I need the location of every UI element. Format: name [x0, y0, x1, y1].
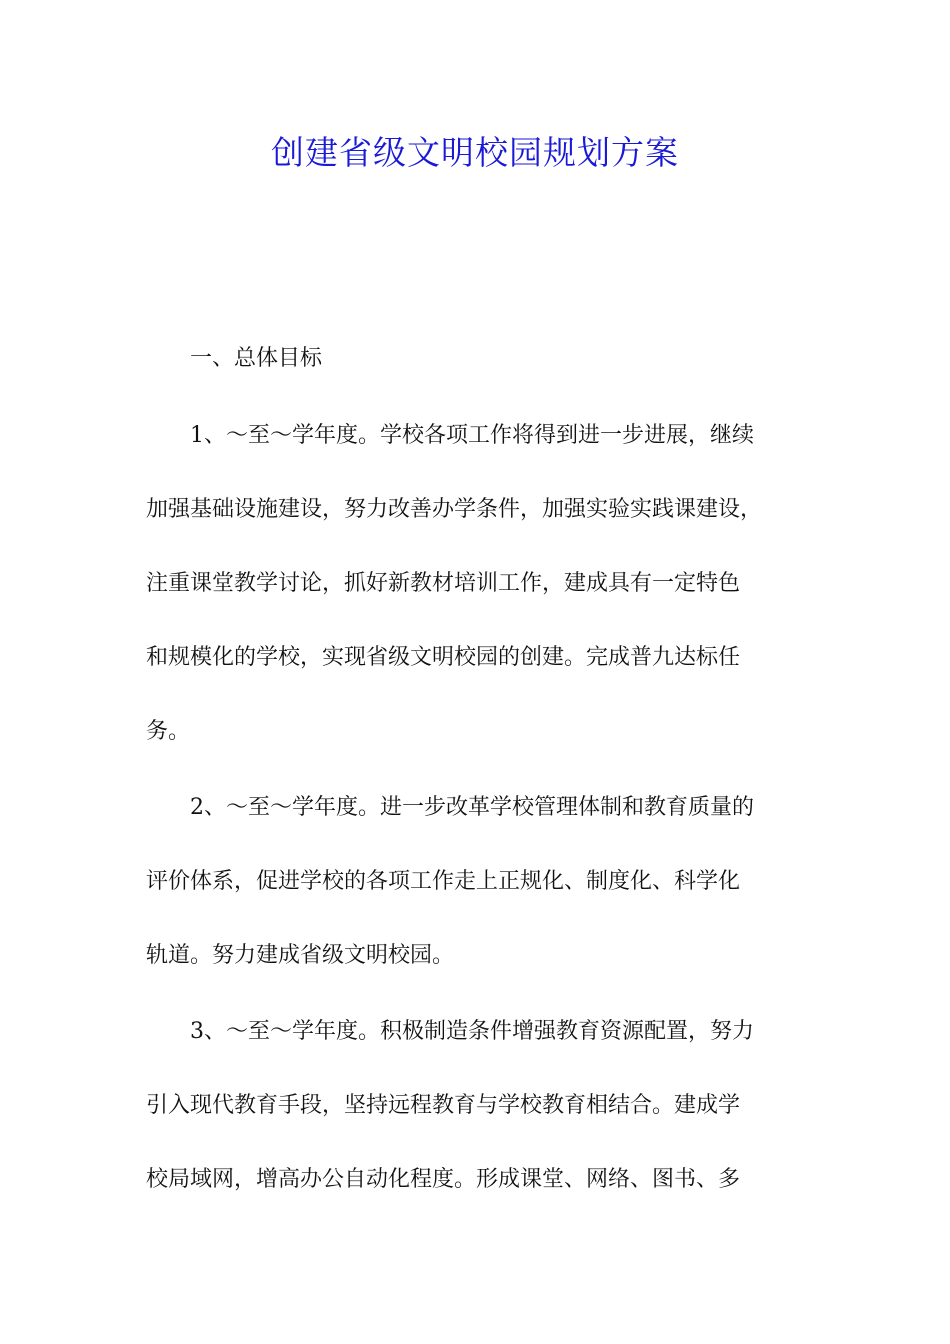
- paragraph-line: 加强基础设施建设，努力改善办学条件，加强实验实践课建设，: [146, 497, 763, 522]
- document-title: 创建省级文明校园规划方案: [271, 133, 679, 172]
- paragraph-line: 注重课堂教学讨论，抓好新教材培训工作，建成具有一定特色: [146, 571, 741, 596]
- paragraph-line: 轨道。努力建成省级文明校园。: [146, 943, 455, 968]
- paragraph-line: 2、～至～学年度。进一步改革学校管理体制和教育质量的: [190, 795, 754, 820]
- paragraph-line: 1、～至～学年度。学校各项工作将得到进一步进展，继续: [190, 423, 754, 448]
- paragraph-line: 评价体系，促进学校的各项工作走上正规化、制度化、科学化: [146, 869, 741, 894]
- paragraph-line: 和规模化的学校，实现省级文明校园的创建。完成普九达标任: [146, 645, 741, 670]
- paragraph-line: 校局域网，增高办公自动化程度。形成课堂、网络、图书、多: [146, 1167, 741, 1192]
- paragraph-line: 3、～至～学年度。积极制造条件增强教育资源配置，努力: [190, 1019, 754, 1044]
- section-heading: 一、总体目标: [190, 346, 323, 371]
- paragraph-line: 务。: [146, 719, 191, 744]
- paragraph-line: 引入现代教育手段，坚持远程教育与学校教育相结合。建成学: [146, 1093, 741, 1118]
